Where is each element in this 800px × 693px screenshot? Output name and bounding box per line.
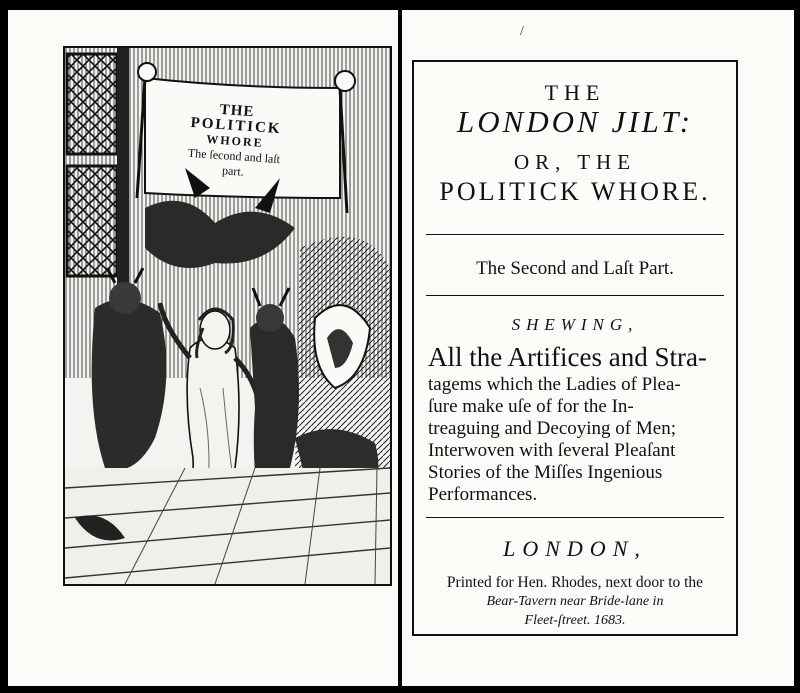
description-line: ſure make uſe of for the In- (428, 396, 634, 417)
banner-line: part. (221, 163, 245, 179)
banner-caption (158, 99, 313, 184)
left-page (8, 10, 398, 686)
book-subtitle: POLITICK WHORE. (439, 177, 711, 206)
description-line: Performances. (428, 484, 538, 505)
divider-rule (426, 517, 724, 518)
description-line: treaguing and Decoying of Men; (428, 418, 676, 439)
description-line: All the Artifices and Stra- (428, 342, 707, 372)
banner-line: WHORE (205, 132, 265, 150)
imprint-place: LONDON, (503, 536, 647, 561)
banner-line: THE (219, 101, 255, 121)
frontispiece-engraving (63, 46, 392, 586)
book-title: LONDON JILT: (456, 104, 694, 139)
part-label: The Second and Laſt Part. (476, 258, 674, 279)
shewing-heading: SHEWING, (511, 315, 639, 334)
divider-rule (426, 234, 724, 235)
banner-line: POLITICK (190, 114, 283, 138)
imprint-line: Bear-Tavern near Bride-lane in (486, 594, 664, 609)
description-line: Interwoven with ſeveral Pleaſant (428, 440, 676, 461)
divider-rule (426, 295, 724, 296)
title-line-or: OR, THE (513, 150, 637, 174)
right-page (402, 10, 794, 686)
description-text (428, 340, 724, 506)
title-page-frame (412, 60, 738, 636)
imprint-line: Fleet-ſtreet. 1683. (524, 613, 626, 628)
description-line: tagems which the Ladies of Plea- (428, 374, 681, 395)
description-line: Stories of the Miſſes Ingenious (428, 462, 663, 483)
page-mark: / (520, 24, 524, 39)
title-line-the: THE (544, 80, 606, 105)
imprint-line: Printed for Hen. Rhodes, next door to the (446, 574, 704, 591)
banner-line: The ſecond and laſt (187, 145, 281, 167)
